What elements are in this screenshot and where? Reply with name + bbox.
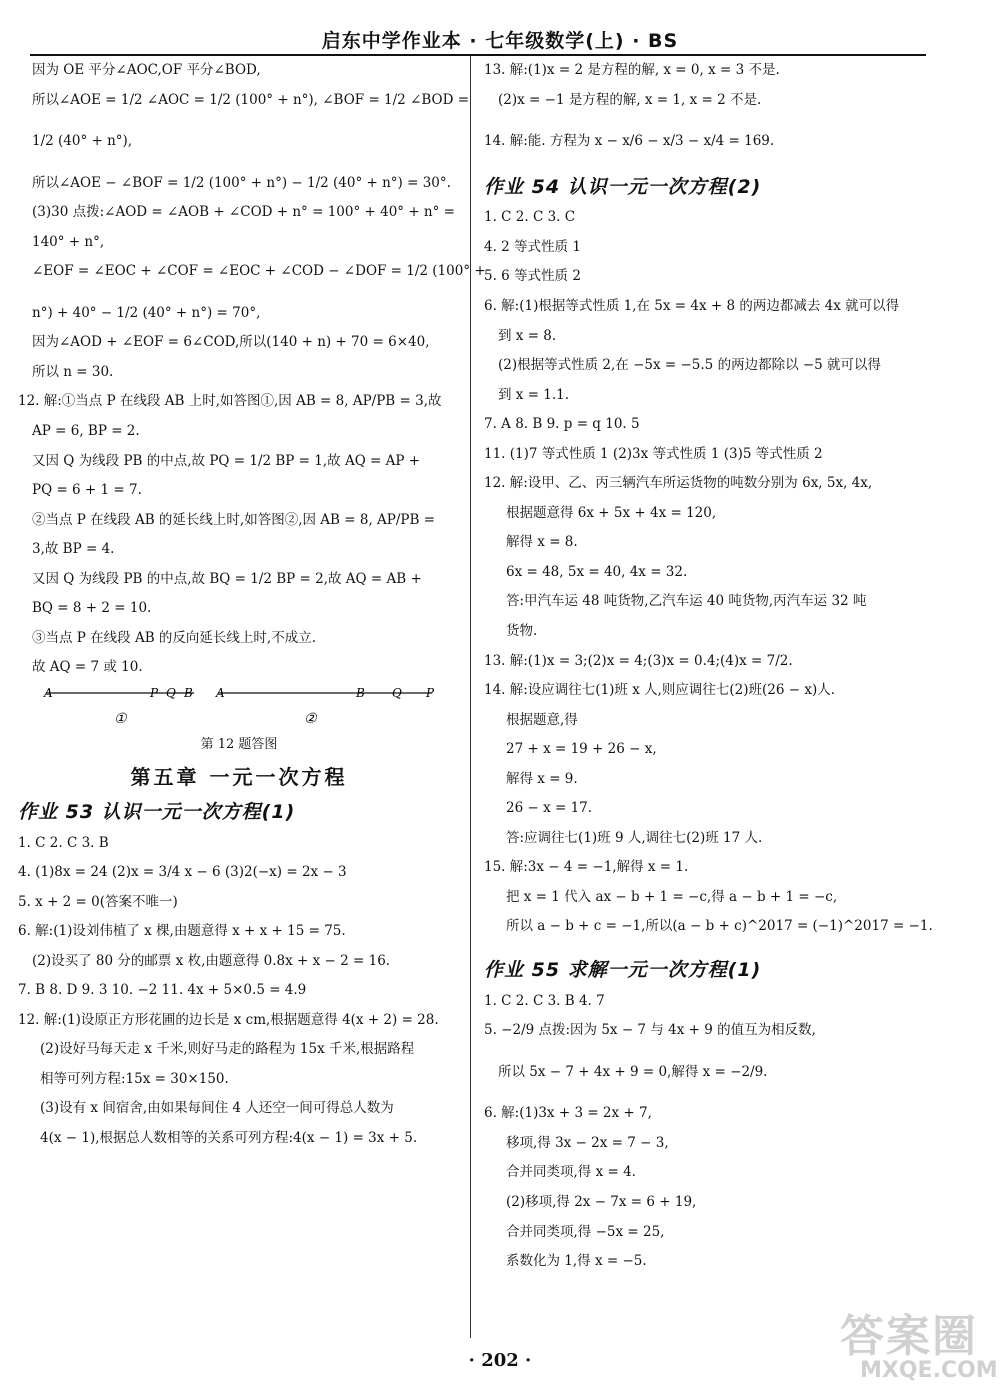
text-line: 解得 x = 8. <box>506 534 578 551</box>
chapter-title: 第五章 一元一次方程 <box>130 764 348 789</box>
text-line: 140° + n°, <box>32 233 105 250</box>
text-line: AP = 6, BP = 2. <box>32 423 140 440</box>
text-line: 根据题意得 6x + 5x + 4x = 120, <box>506 504 717 521</box>
text-line: 4(x − 1),根据总人数相等的关系可列方程:4(x − 1) = 3x + 5. <box>40 1129 418 1146</box>
section-title-54: 作业 54 认识一元一次方程(2) <box>484 175 762 198</box>
text-line: (2)x = −1 是方程的解, x = 1, x = 2 不是. <box>498 91 762 108</box>
text-line: 14. 解:设应调往七(1)班 x 人,则应调往七(2)班(26 − x)人. <box>484 682 836 699</box>
text-line: 12. 解:①当点 P 在线段 AB 上时,如答图①,因 AB = 8, AP/PB = 3,故 <box>18 393 442 410</box>
text-line: (3)设有 x 间宿舍,由如果每间住 4 人还空一间可得总人数为 <box>40 1100 394 1117</box>
text-line: 3,故 BP = 4. <box>32 541 115 558</box>
watermark-cn: 答案圈 <box>840 1311 978 1362</box>
text-line: 到 x = 8. <box>498 327 557 344</box>
text-line: 1. C 2. C 3. B 4. 7 <box>484 992 605 1009</box>
text-line: 5. −2/9 点拨:因为 5x − 7 与 4x + 9 的值互为相反数, <box>484 1022 816 1039</box>
watermark <box>840 1300 998 1386</box>
text-line: 27 + x = 19 + 26 − x, <box>506 741 657 758</box>
segment-diagram <box>18 683 448 731</box>
point-label: P <box>150 685 159 700</box>
text-line: 5. x + 2 = 0(答案不唯一) <box>18 893 178 910</box>
text-line: 6x = 48, 5x = 40, 4x = 32. <box>506 563 688 580</box>
text-line: 7. A 8. B 9. p = q 10. 5 <box>484 416 640 433</box>
text-line: 11. (1)7 等式性质 1 (2)3x 等式性质 1 (3)5 等式性质 2 <box>484 445 823 462</box>
page-header: 启东中学作业本 · 七年级数学(上) · BS <box>321 30 679 52</box>
text-line: 系数化为 1,得 x = −5. <box>506 1253 647 1270</box>
text-line: 移项,得 3x − 2x = 7 − 3, <box>506 1134 669 1151</box>
text-line: (2)设好马每天走 x 千米,则好马走的路程为 15x 千米,根据路程 <box>40 1041 415 1058</box>
text-line: 解得 x = 9. <box>506 770 578 787</box>
text-line: 根据题意,得 <box>506 711 578 728</box>
section-title-53: 作业 53 认识一元一次方程(1) <box>18 800 296 823</box>
text-line: 所以∠AOE = 1/2 ∠AOC = 1/2 (100° + n°), ∠BOF = 1/2 ∠BOD = <box>32 91 470 108</box>
text-line: 5. 6 等式性质 2 <box>484 268 581 285</box>
point-label: B <box>356 685 365 700</box>
text-line: ∠EOF = ∠EOC + ∠COF = ∠EOC + ∠COD − ∠DOF = 1/2 (100° + <box>32 263 486 280</box>
right-column <box>484 62 936 1271</box>
text-line: 所以 a − b + c = −1,所以(a − b + c)^2017 = (−1)^2017 = −1. <box>506 918 933 935</box>
text-line: 到 x = 1.1. <box>498 386 570 403</box>
watermark-en: MXQE.COM <box>860 1358 998 1383</box>
text-line: ②当点 P 在线段 AB 的延长线上时,如答图②,因 AB = 8, AP/PB = <box>32 511 436 528</box>
section-title-55: 作业 55 求解一元一次方程(1) <box>484 959 762 981</box>
figure-caption: 第 12 题答图 <box>200 736 278 752</box>
text-line: (2)移项,得 2x − 7x = 6 + 19, <box>506 1193 697 1210</box>
text-line: ③当点 P 在线段 AB 的反向延长线上时,不成立. <box>32 629 317 646</box>
text-line: 相等可列方程:15x = 30×150. <box>40 1070 229 1087</box>
text-line: 26 − x = 17. <box>506 800 593 817</box>
text-line: PQ = 6 + 1 = 7. <box>32 482 142 499</box>
column-divider <box>470 56 471 1338</box>
text-line: 6. 解:(1)3x + 3 = 2x + 7, <box>484 1105 652 1122</box>
point-label: P <box>426 685 435 700</box>
left-column <box>18 62 486 1148</box>
page-number: · 202 · <box>468 1350 532 1371</box>
point-label: B <box>184 685 193 700</box>
text-line: 6. 解:(1)设刘伟植了 x 棵,由题意得 x + x + 15 = 75. <box>18 923 346 940</box>
text-line: 又因 Q 为线段 PB 的中点,故 PQ = 1/2 BP = 1,故 AQ = AP + <box>32 452 421 469</box>
text-line: 1. C 2. C 3. B <box>18 834 109 851</box>
text-line: 因为∠AOD + ∠EOF = 6∠COD,所以(140 + n) + 70 = 6×40, <box>32 334 430 351</box>
text-line: 把 x = 1 代入 ax − b + 1 = −c,得 a − b + 1 = −c, <box>506 888 838 905</box>
text-line: 7. B 8. D 9. 3 10. −2 11. 4x + 5×0.5 = 4.9 <box>18 982 307 999</box>
text-line: 合并同类项,得 x = 4. <box>506 1164 636 1181</box>
text-line: 故 AQ = 7 或 10. <box>32 659 143 676</box>
text-line: 1/2 (40° + n°), <box>32 133 133 150</box>
text-line: BQ = 8 + 2 = 10. <box>32 600 152 617</box>
text-line: 1. C 2. C 3. C <box>484 209 576 226</box>
text-line: 13. 解:(1)x = 2 是方程的解, x = 0, x = 3 不是. <box>484 62 780 78</box>
text-line: 14. 解:能. 方程为 x − x/6 − x/3 − x/4 = 169. <box>484 133 775 150</box>
point-label: Q <box>166 685 176 700</box>
text-line: 所以 5x − 7 + 4x + 9 = 0,解得 x = −2/9. <box>498 1063 768 1080</box>
point-label: Q <box>392 685 402 700</box>
text-line: 货物. <box>506 622 538 639</box>
text-line: 15. 解:3x − 4 = −1,解得 x = 1. <box>484 859 689 876</box>
text-line: 12. 解:设甲、乙、丙三辆汽车所运货物的吨数分别为 6x, 5x, 4x, <box>484 475 873 492</box>
text-line: 所以 n = 30. <box>32 363 114 380</box>
text-line: 6. 解:(1)根据等式性质 1,在 5x = 4x + 8 的两边都减去 4x 就可以得 <box>484 297 900 314</box>
text-line: 12. 解:(1)设原正方形花圃的边长是 x cm,根据题意得 4(x + 2) = 28. <box>18 1011 439 1028</box>
text-line: 答:甲汽车运 48 吨货物,乙汽车运 40 吨货物,丙汽车运 32 吨 <box>506 593 867 610</box>
text-line: 4. (1)8x = 24 (2)x = 3/4 x − 6 (3)2(−x) = 2x − 3 <box>18 864 347 881</box>
text-line: 4. 2 等式性质 1 <box>484 238 581 255</box>
text-line: 所以∠AOE − ∠BOF = 1/2 (100° + n°) − 1/2 (40° + n°) = 30°. <box>32 174 451 191</box>
header-rule <box>30 54 926 56</box>
diagram-number: ② <box>304 710 317 727</box>
text-line: (3)30 点拨:∠AOD = ∠AOB + ∠COD + n° = 100° + 40° + n° = <box>32 204 455 221</box>
text-line: n°) + 40° − 1/2 (40° + n°) = 70°, <box>32 304 261 321</box>
text-line: 因为 OE 平分∠AOC,OF 平分∠BOD, <box>32 62 261 78</box>
text-line: 13. 解:(1)x = 3;(2)x = 4;(3)x = 0.4;(4)x = 7/2. <box>484 652 793 669</box>
text-line: (2)设买了 80 分的邮票 x 枚,由题意得 0.8x + x − 2 = 16. <box>32 952 391 969</box>
text-line: 答:应调往七(1)班 9 人,调往七(2)班 17 人. <box>506 829 763 846</box>
text-line: (2)根据等式性质 2,在 −5x = −5.5 的两边都除以 −5 就可以得 <box>498 357 882 374</box>
diagram-number: ① <box>114 710 127 727</box>
text-line: 又因 Q 为线段 PB 的中点,故 BQ = 1/2 BP = 2,故 AQ = AB + <box>32 570 422 587</box>
text-line: 合并同类项,得 −5x = 25, <box>506 1223 665 1240</box>
point-label: A <box>216 685 225 700</box>
point-label: A <box>44 685 53 700</box>
